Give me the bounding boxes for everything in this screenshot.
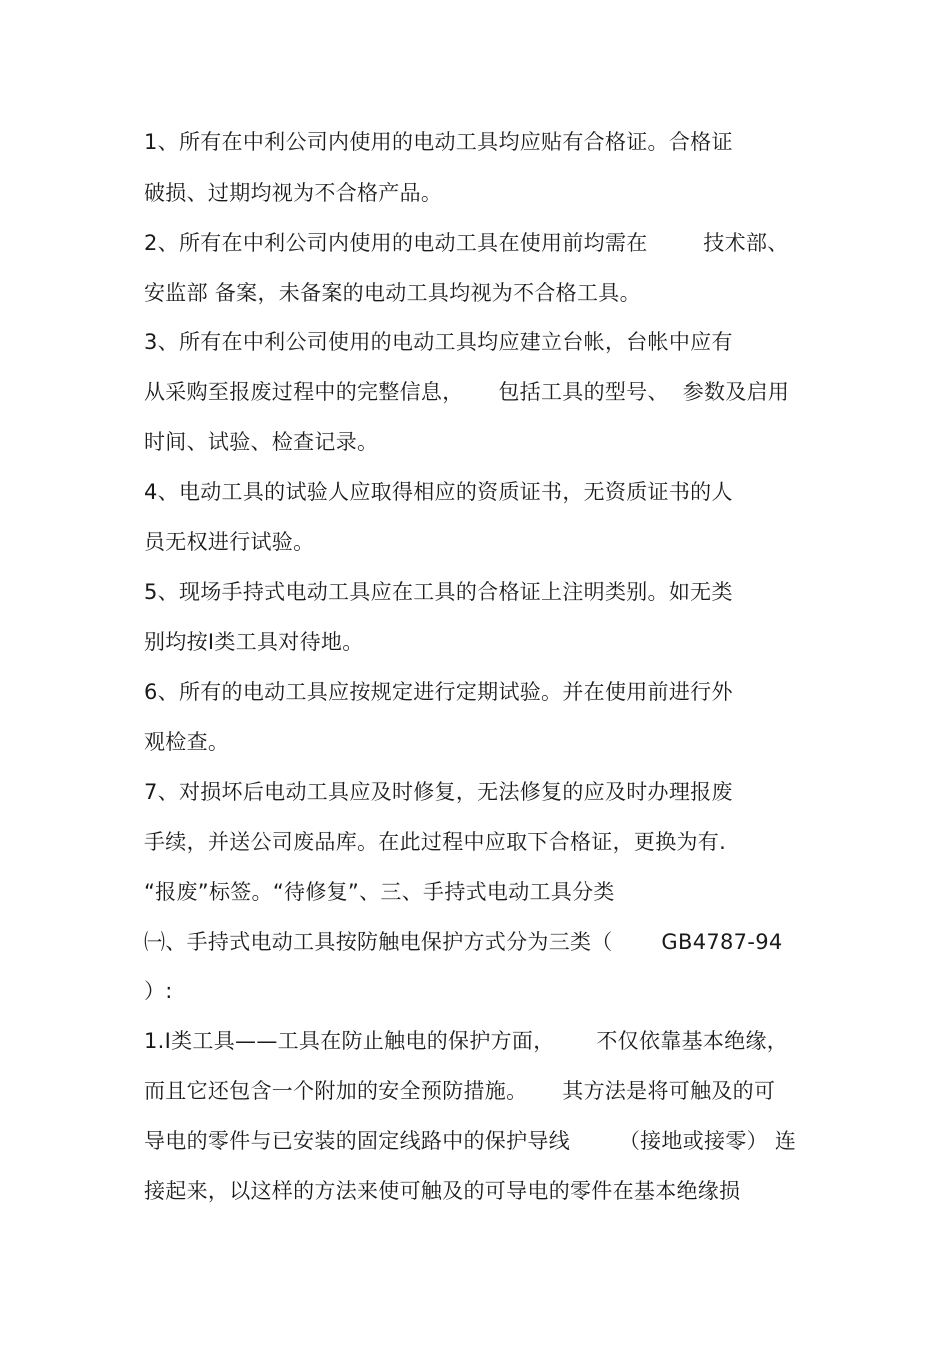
text-line: ）: xyxy=(144,979,173,1003)
text-line: ㈠、手持式电动工具按防触电保护方式分为三类（ GB4787-94 xyxy=(144,930,783,954)
text-line: 观检查。 xyxy=(144,730,230,754)
text-line: 时间、试验、检查记录。 xyxy=(144,430,379,454)
text-line: 破损、过期均视为不合格产品。 xyxy=(144,181,443,205)
text-line: 1.Ⅰ类工具——工具在防止触电的保护方面， 不仅依靠基本绝缘， xyxy=(144,1029,789,1053)
text-line: “报废”标签。“待修复”、三、手持式电动工具分类 xyxy=(144,880,615,904)
text-line: 员无权进行试验。 xyxy=(144,530,315,554)
text-line: 别均按Ⅰ类工具对待地。 xyxy=(144,630,364,654)
text-line: 2、所有在中利公司内使用的电动工具在使用前均需在 技术部、 xyxy=(144,231,789,255)
text-line: 6、所有的电动工具应按规定进行定期试验。并在使用前进行外 xyxy=(144,680,733,704)
text-line: 而且它还包含一个附加的安全预防措施。 其方法是将可触及的可 xyxy=(144,1079,776,1103)
text-line: 4、电动工具的试验人应取得相应的资质证书，无资质证书的人 xyxy=(144,480,733,504)
text-line: 从采购至报废过程中的完整信息， 包括工具的型号、 参数及启用 xyxy=(144,380,790,404)
text-line: 安监部 备案，未备案的电动工具均视为不合格工具。 xyxy=(144,281,641,305)
text-line: 1、所有在中利公司内使用的电动工具均应贴有合格证。合格证 xyxy=(144,130,733,154)
text-line: 7、对损坏后电动工具应及时修复，无法修复的应及时办理报废 xyxy=(144,780,733,804)
text-line: 5、现场手持式电动工具应在工具的合格证上注明类别。如无类 xyxy=(144,580,733,604)
text-line: 3、所有在中利公司使用的电动工具均应建立台帐，台帐中应有 xyxy=(144,330,733,354)
text-line: 手续，并送公司废品库。在此过程中应取下合格证，更换为有. xyxy=(144,830,727,854)
text-line: 导电的零件与已安装的固定线路中的保护导线 （接地或接零） 连 xyxy=(144,1129,797,1153)
text-line: 接起来，以这样的方法来使可触及的可导电的零件在基本绝缘损 xyxy=(144,1179,741,1203)
